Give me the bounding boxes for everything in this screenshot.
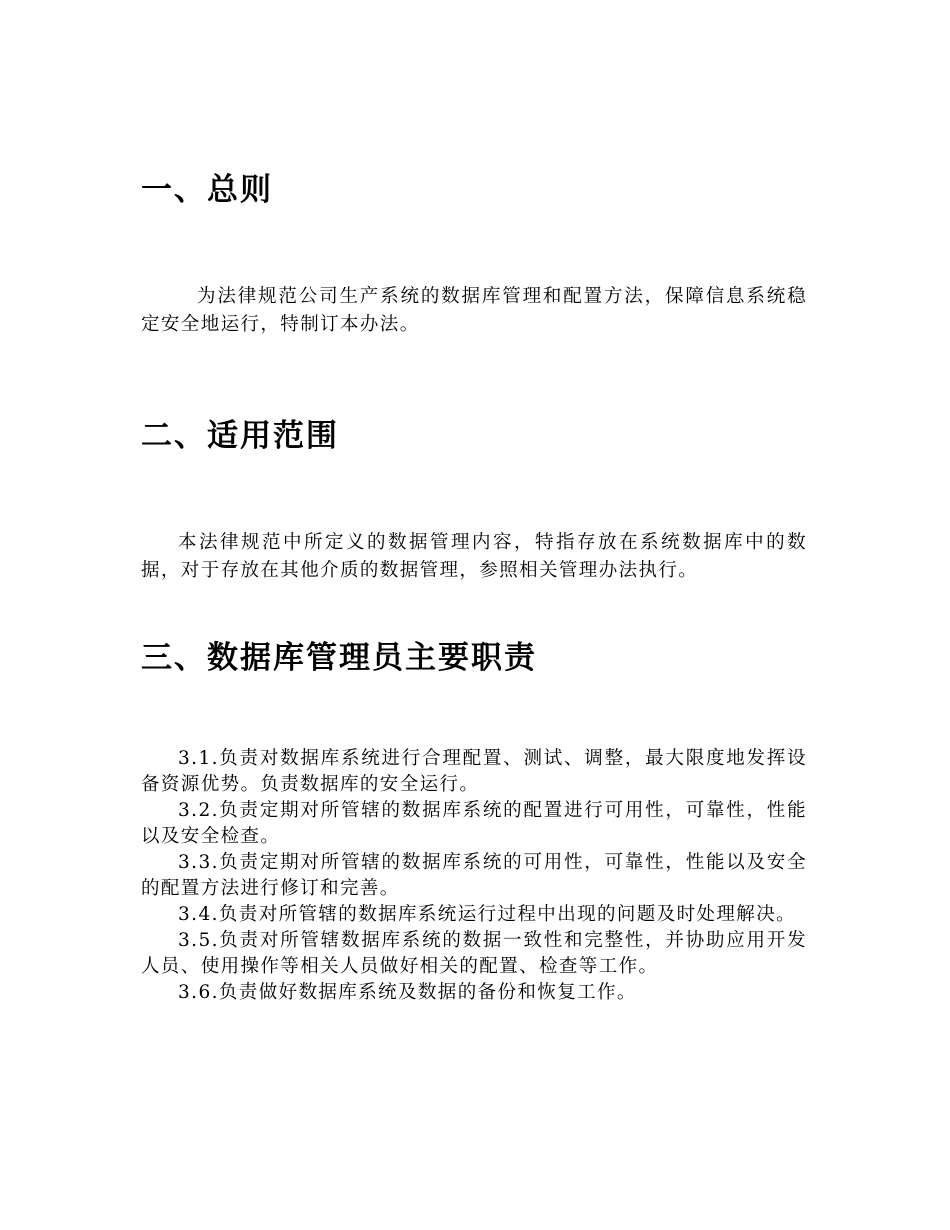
responsibilities-list: [141, 746, 807, 1006]
list-item: 3.3.负责定期对所管辖的数据库系统的可用性，可靠性，性能以及安全的配置方法进行修订和完善。: [141, 852, 807, 899]
list-item: 3.2.负责定期对所管辖的数据库系统的配置进行可用性，可靠性，性能以及安全检查。: [141, 800, 807, 847]
section-1-heading: 一、总则: [141, 172, 273, 208]
list-item: 3.6.负责做好数据库系统及数据的备份和恢复工作。: [178, 982, 637, 1003]
section-1-body: 为法律规范公司生产系统的数据库管理和配置方法，保障信息系统稳定安全地运行，特制订本办法。: [141, 286, 807, 335]
section-3-heading: 三、数据库管理员主要职责: [141, 640, 537, 676]
list-item: 3.4.负责对所管辖的数据库系统运行过程中出现的问题及时处理解决。: [178, 904, 797, 925]
section-2-heading: 二、适用范围: [141, 418, 339, 454]
list-item: 3.1.负责对数据库系统进行合理配置、测试、调整，最大限度地发挥设备资源优势。负责数据库的安全运行。: [141, 748, 807, 795]
list-item: 3.5.负责对所管辖数据库系统的数据一致性和完整性，并协助应用开发人员、使用操作等相关人员做好相关的配置、检查等工作。: [141, 930, 807, 977]
section-2-body: 本法律规范中所定义的数据管理内容，特指存放在系统数据库中的数据，对于存放在其他介质的数据管理，参照相关管理办法执行。: [141, 532, 807, 581]
